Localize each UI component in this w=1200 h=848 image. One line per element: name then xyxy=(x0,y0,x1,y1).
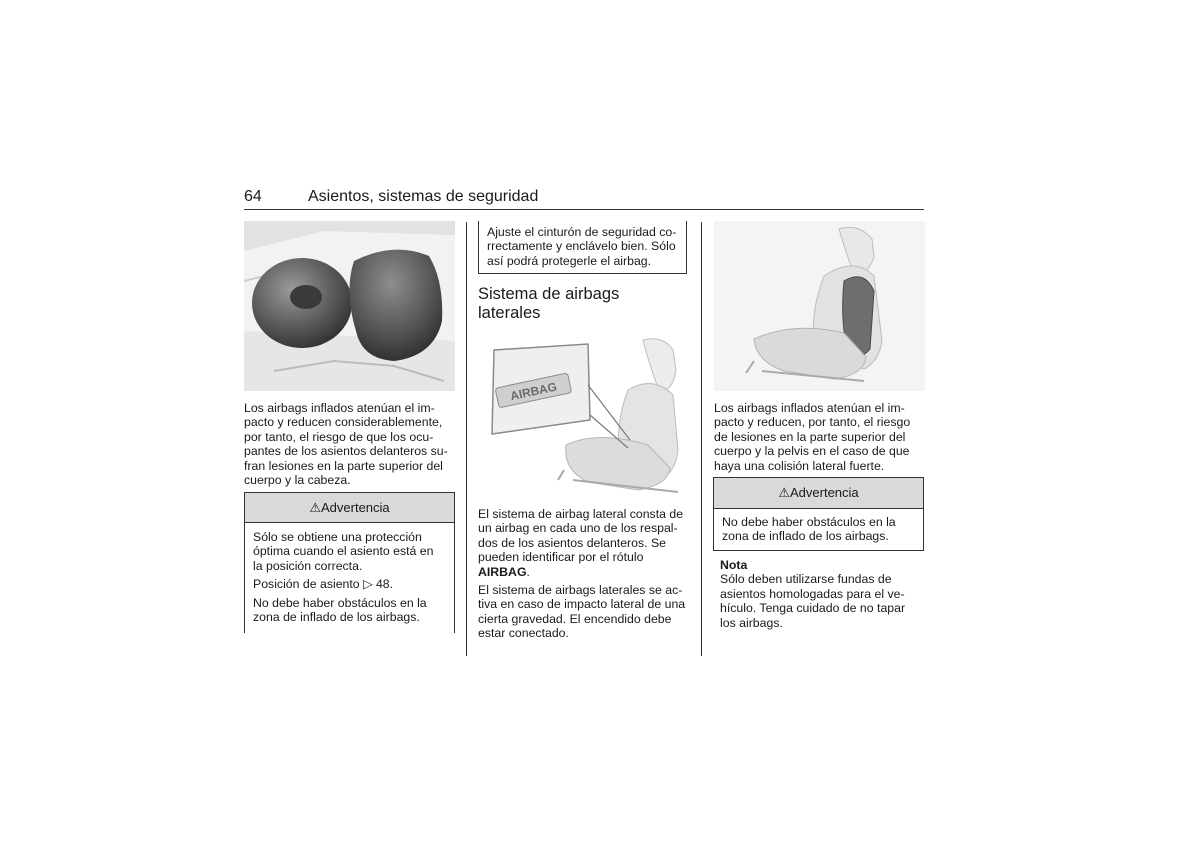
airbag-label-text: AIRBAG xyxy=(508,379,559,404)
caption-line: Los airbags inflados atenúan el im- xyxy=(244,401,435,415)
warning-box-seat-position xyxy=(244,492,455,633)
period: . xyxy=(526,564,530,579)
warning-body xyxy=(245,523,454,624)
note-block xyxy=(720,558,930,630)
header-rule xyxy=(244,209,924,210)
warning-header xyxy=(245,493,454,523)
caption-line: Los airbags inflados atenúan el im- xyxy=(714,401,905,415)
front-airbags-inflated-icon xyxy=(244,221,455,391)
warning-triangle-icon: ⚠ xyxy=(778,485,790,500)
caption-line: haya una colisión lateral fuerte. xyxy=(714,458,885,473)
warning-line: No debe haber obstáculos en la xyxy=(253,595,427,610)
warning-line: zona de inflado de los airbags. xyxy=(253,610,420,625)
warning-line: la posición correcta. xyxy=(253,558,363,573)
warning-body xyxy=(714,509,923,544)
column-divider-2 xyxy=(701,222,702,656)
text-line: tiva en caso de impacto lateral de una xyxy=(478,597,686,612)
seat-airbag-label-icon xyxy=(478,330,690,502)
box-line: rrectamente y enclávelo bien. Sólo xyxy=(487,239,676,254)
text-line: pueden identificar por el rótulo xyxy=(478,550,644,565)
side-airbag-heading xyxy=(478,285,688,322)
text-line: dos de los asientos delanteros. Se xyxy=(478,535,666,550)
side-airbag-seat-figure xyxy=(714,221,925,391)
warning-line: zona de inflado de los airbags. xyxy=(722,529,889,544)
seat-position-page-ref: 48. xyxy=(375,577,394,592)
caption-line: pacto y reducen considerablemente, xyxy=(244,415,443,430)
note-line: hículo. Tenga cuidado de no tapar xyxy=(720,601,906,616)
text-line: El sistema de airbags laterales se ac- xyxy=(478,583,683,598)
text-line: El sistema de airbag lateral consta de xyxy=(478,507,684,521)
col2-text xyxy=(478,507,693,645)
seat-side-airbag-icon xyxy=(714,221,925,391)
page-number: 64 xyxy=(244,188,262,205)
note-line: Sólo deben utilizarse fundas de xyxy=(720,572,892,587)
box-line: así podrá protegerle el airbag. xyxy=(487,253,652,268)
page-ref-arrow-icon: ▷ xyxy=(363,577,373,592)
caption-line: pacto y reducen, por tanto, el riesgo xyxy=(714,415,911,430)
col3-caption xyxy=(714,401,929,473)
warning-title: Advertencia xyxy=(321,500,390,515)
seat-position-text: Posición de asiento xyxy=(253,577,360,592)
warning-triangle-icon: ⚠ xyxy=(309,500,321,515)
front-airbags-figure xyxy=(244,221,455,391)
column-divider-1 xyxy=(466,222,467,656)
caption-line: fran lesiones en la parte superior del xyxy=(244,458,443,473)
caption-line: pantes de los asientos delanteros su- xyxy=(244,444,448,459)
note-line: los airbags. xyxy=(720,615,783,630)
note-title: Nota xyxy=(720,558,748,572)
caption-line: por tanto, el riesgo de que los ocu- xyxy=(244,429,434,444)
warning-box-inflation-zone xyxy=(713,477,924,551)
warning-header xyxy=(714,478,923,509)
warning-line: Sólo se obtiene una protección xyxy=(253,530,422,544)
page-header xyxy=(244,188,924,209)
seatbelt-note-box xyxy=(478,221,687,274)
box-line: Ajuste el cinturón de seguridad co- xyxy=(487,225,677,239)
caption-line: cuerpo y la pelvis en el caso de que xyxy=(714,444,910,459)
note-line: asientos homologadas para el ve- xyxy=(720,586,905,601)
airbag-label-reference: AIRBAG xyxy=(478,564,527,579)
warning-line: óptima cuando el asiento está en xyxy=(253,544,434,559)
col1-caption xyxy=(244,401,459,487)
caption-line: de lesiones en la parte superior del xyxy=(714,429,906,444)
airbag-label-seat-figure xyxy=(478,330,690,502)
text-line: un airbag en cada uno de los respal- xyxy=(478,521,678,536)
warning-line: No debe haber obstáculos en la xyxy=(722,515,896,529)
heading-line: laterales xyxy=(478,303,541,322)
warning-title: Advertencia xyxy=(790,485,859,500)
heading-line: Sistema de airbags xyxy=(478,285,620,303)
text-line: cierta gravedad. El encendido debe xyxy=(478,611,672,626)
section-title: Asientos, sistemas de seguridad xyxy=(308,188,539,205)
text-line: estar conectado. xyxy=(478,626,569,641)
caption-line: cuerpo y la cabeza. xyxy=(244,473,351,488)
